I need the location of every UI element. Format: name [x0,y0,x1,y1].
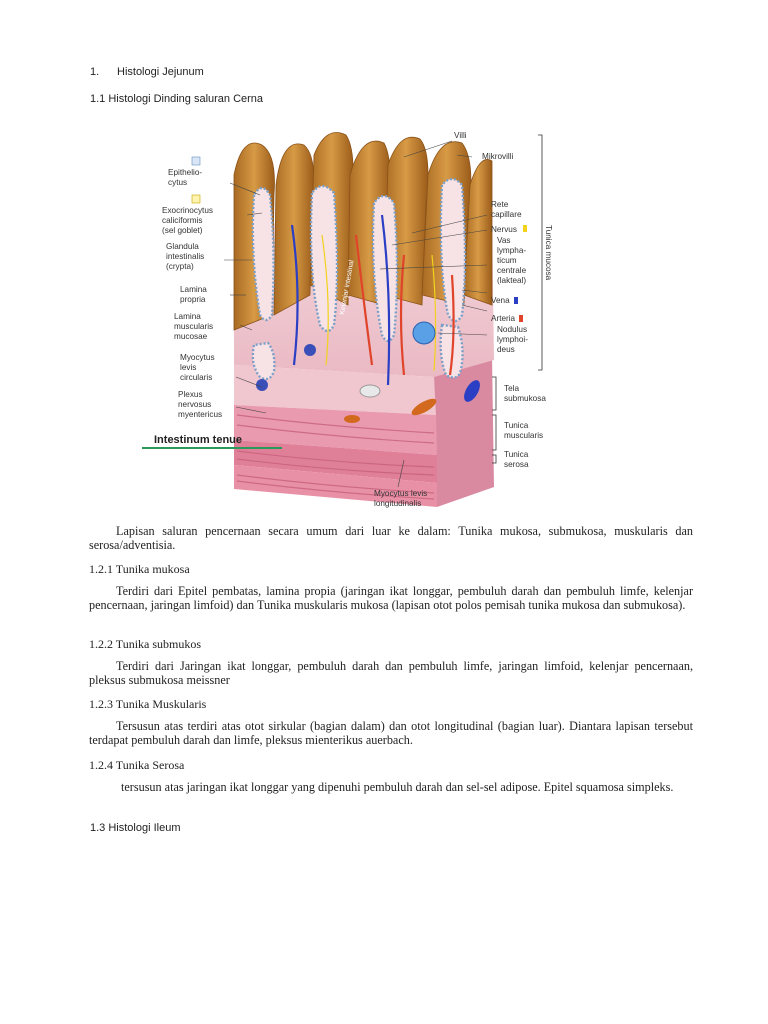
section-heading-1-1: 1.1 Histologi Dinding saluran Cerna [90,93,264,105]
svg-text:Arteria: Arteria [491,314,516,323]
section-title-1-2-2: 1.2.2 Tunika submukos [89,637,202,651]
page-title: Histologi Jejunum [117,66,204,78]
svg-text:Vaslympha-ticumcentrale(laktea: Vas lympha-ticum centrale (lakteal) [497,236,527,285]
svg-text:Tunicaserosa: Tunica serosa [504,450,529,469]
section-text-1-2-2: Terdiri dari Jaringan ikat longgar, pembuluh darah dan pembuluh limfe, jaringan limfoid, kelenjar pencernaan, pleksus submukosa meissner [89,659,693,687]
figure-title: Intestinum tenue [154,434,243,446]
epithelio-cell-icon [192,157,200,165]
svg-text:Kelenjar intestinal: Kelenjar intestinal [339,259,356,316]
section-heading-1-3: 1.3 Histologi Ileum [90,822,181,834]
vena-color-mark [514,297,518,304]
section-text-1-2-4: tersusun atas jaringan ikat longgar yang dipenuhi pembuluh darah dan sel-sel adipose. Epitel squamosa simpleks. [121,780,674,794]
svg-text:Exocrinocytuscaliciformis(sel: Exocrinocytus caliciformis (sel goblet) [162,206,213,235]
svg-text:Vena: Vena [491,296,510,305]
svg-text:Tunicamuscularis: Tunica muscularis [504,421,544,440]
svg-text:Noduluslymphoi-deus: Nodulus lymphoi-deus [497,325,528,354]
goblet-cell-icon [192,195,200,203]
intro-paragraph: Lapisan saluran pencernaan secara umum dari luar ke dalam: Tunika mukosa, submukosa, muskularis dan serosa/adventisia. [89,524,693,552]
svg-text:Epithelio-cytus: Epithelio-cytus [168,168,203,187]
svg-text:Laminapropria: Lamina propria [180,285,207,304]
nervus-color-mark [523,225,527,232]
svg-text:Villi: Villi [454,131,467,140]
svg-text:Plexusnervosusmyentericus: Plexus nervosus myentericus [178,390,223,419]
svg-text:Telasubmukosa: Tela submukosa [504,384,546,403]
section-title-1-2-4: 1.2.4 Tunika Serosa [89,758,185,772]
section-title-1-2-3: 1.2.3 Tunika Muskularis [89,697,207,711]
svg-text:Myocytus levislongitudinalis: Myocytus levis longitudinalis [374,489,428,508]
section-text-1-2-1: Terdiri dari Epitel pembatas, lamina propia (jaringan ikat longgar, pembuluh darah dan pembuluh limfe, kelenjar pencernaan, jaringan limfoid) dan Tunika muskularis mukosa (lapisan otot polos pemisah tunika mukosa dan submukosa). [89,584,693,612]
section-text-1-2-3: Tersusun atas terdiri atas otot sirkular (bagian dalam) dan otot longitudinal (bagian luar). Diantara lapisan tersebut terdapat pembuluh darah dan limfe, pleksus mienterikus auerbach. [89,719,693,747]
arteria-color-mark [519,315,523,322]
svg-text:Nervus: Nervus [491,225,517,234]
svg-text:Myocytusleviscircularis: Myocytus levis circularis [180,353,215,382]
svg-text:Mikrovilli: Mikrovilli [482,152,514,161]
heading-number: 1. [90,66,100,78]
svg-text:Tunica mucosa: Tunica mucosa [544,225,553,281]
intestine-histology-figure [142,115,560,515]
svg-text:Glandulaintestinalis(crypta): Glandula intestinalis (crypta) [166,242,205,271]
section-title-1-2-1: 1.2.1 Tunika mukosa [89,562,190,576]
svg-text:Laminamuscularismucosae: Lamina muscularis mucosae [174,312,214,341]
svg-text:Retecapillare: Rete capillare [491,200,522,219]
